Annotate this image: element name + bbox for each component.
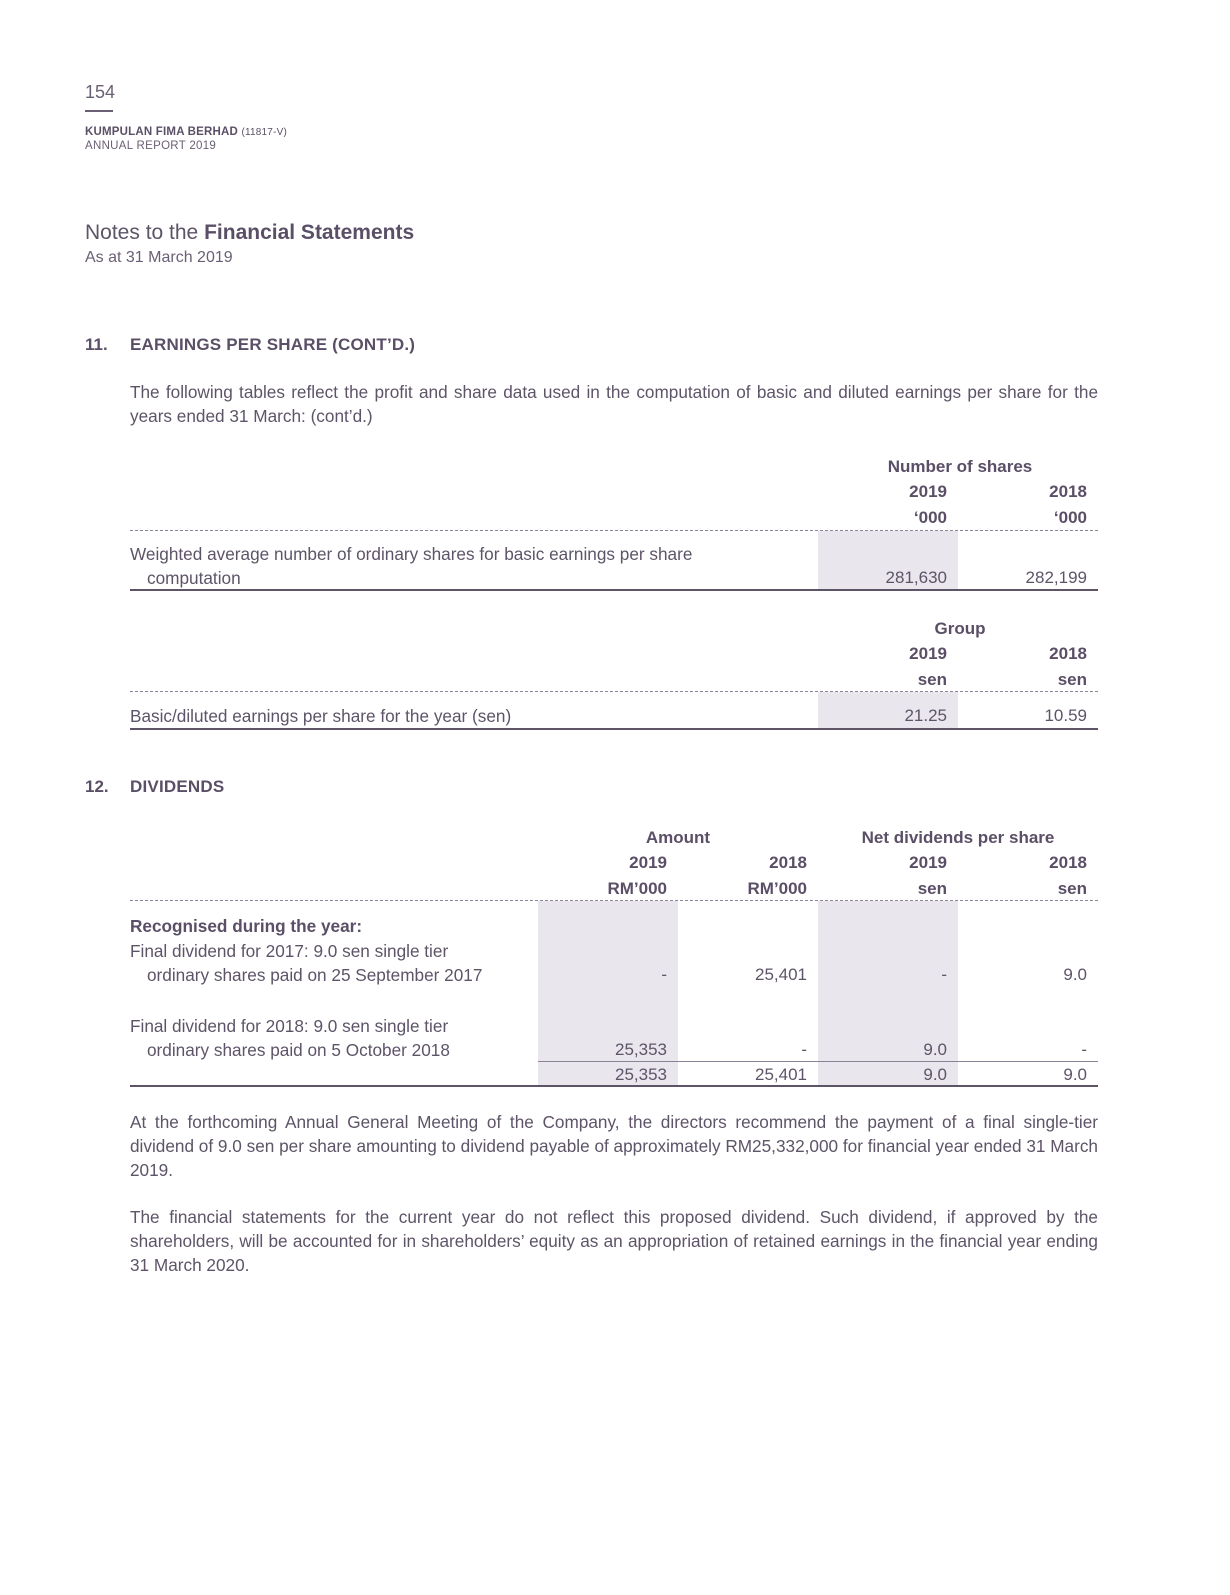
div-unit-net-2019: sen [917,879,947,898]
eps-year-2019: 2019 [909,644,947,663]
page-title [85,221,414,245]
shares-dashed-rule [130,530,1098,531]
dividend-row-1-line-2: ordinary shares paid on 25 September 2017 [147,965,483,985]
recognised-label [130,916,362,937]
dividend-row-1-net-2018: 9.0 [1063,965,1087,984]
shares-year-2018: 2018 [1049,482,1087,501]
recognised-label-text: Recognised during the year: [130,916,363,936]
div-year-amount-2018: 2018 [769,853,807,872]
section-12-number: 12. [85,777,109,796]
amount-header: Amount [645,828,711,847]
dividend-total-net-2019: 9.0 [923,1065,947,1084]
dividend-row-1-amount-2019: - [661,965,667,984]
company-name-text: KUMPULAN FIMA BERHAD [85,126,239,138]
shares-bottom-rule [130,589,1098,591]
shares-value-2019: 281,630 [885,568,947,587]
page-subtitle: As at 31 March 2019 [85,249,233,266]
dividend-total-amount-2018: 25,401 [755,1065,807,1084]
section-12-title: DIVIDENDS [130,777,225,796]
shares-row-label-2: computation [147,568,241,588]
company-name [85,126,287,138]
page-number: 154 [85,82,116,102]
dividend-row-2-amount-2019: 25,353 [615,1040,667,1059]
header-rule [85,110,113,112]
shares-value-2018: 282,199 [1025,568,1087,587]
div-unit-net-2018: sen [1057,879,1087,898]
section-11-intro: The following tables reflect the profit and share data used in the computation of basic and diluted earnings per share for the years ended 31 March: (cont’d.) [130,382,1098,426]
eps-year-2018: 2018 [1049,644,1087,663]
dividends-paragraph-1: At the forthcoming Annual General Meeting of the Company, the directors recommend the payment of a final single-tier dividend of 9.0 sen per share amounting to dividend payable of approximately RM25,332,000 for financial year ended 31 March 2019. [130,1112,1098,1180]
eps-unit-2019: sen [917,670,947,689]
dividend-row-2-net-2019: 9.0 [923,1040,947,1059]
dividends-paragraph-2: The financial statements for the current year do not reflect this proposed dividend. Such dividend, if approved by the shareholders, will be accounted for in shareholders’ equity as an appropriation of retained earnings in the financial year ending 31 March 2020. [130,1207,1098,1275]
eps-value-2018: 10.59 [1044,706,1087,725]
dividend-total-amount-2019: 25,353 [615,1065,667,1084]
eps-unit-2018: sen [1057,670,1087,689]
shares-unit-2018: ‘000 [1053,508,1087,527]
dividend-row-2-line-2: ordinary shares paid on 5 October 2018 [147,1040,450,1060]
div-year-net-2018: 2018 [1049,853,1087,872]
dividend-row-2-line-1: Final dividend for 2018: 9.0 sen single tier [130,1016,449,1036]
eps-bottom-rule [130,728,1098,730]
shares-year-2019: 2019 [909,482,947,501]
dividends-bottom-rule [130,1085,1098,1087]
dividend-row-2-amount-2018: - [801,1040,807,1059]
net-dividends-header: Net dividends per share [861,828,1055,847]
company-reg: (11817-V) [241,127,287,138]
eps-row-label: Basic/diluted earnings per share for the year (sen) [130,706,512,726]
section-11-title: EARNINGS PER SHARE (CONT’D.) [130,335,416,354]
shares-group-header: Number of shares [887,457,1033,476]
eps-value-2019: 21.25 [904,706,947,725]
div-year-net-2019: 2019 [909,853,947,872]
section-11-number: 11. [85,335,108,354]
page-title-prefix: Notes to the [85,221,199,244]
dividends-subtotal-rule [538,1061,1098,1062]
report-title: ANNUAL REPORT 2019 [85,140,217,152]
dividend-row-1-amount-2018: 25,401 [755,965,807,984]
dividend-row-2-net-2018: - [1081,1040,1087,1059]
eps-group-header: Group [934,619,986,638]
dividend-row-1-line-1: Final dividend for 2017: 9.0 sen single tier [130,941,449,961]
dividend-row-1-net-2019: - [941,965,947,984]
div-unit-amount-2018: RM’000 [747,879,807,898]
page-title-bold: Financial Statements [204,221,415,244]
shares-unit-2019: ‘000 [913,508,947,527]
dividend-total-net-2018: 9.0 [1063,1065,1087,1084]
div-unit-amount-2019: RM’000 [607,879,667,898]
div-year-amount-2019: 2019 [629,853,667,872]
eps-dashed-rule [130,691,1098,692]
dividends-dashed-rule [130,900,1098,901]
shares-row-label-1: Weighted average number of ordinary shares for basic earnings per share [130,544,693,564]
